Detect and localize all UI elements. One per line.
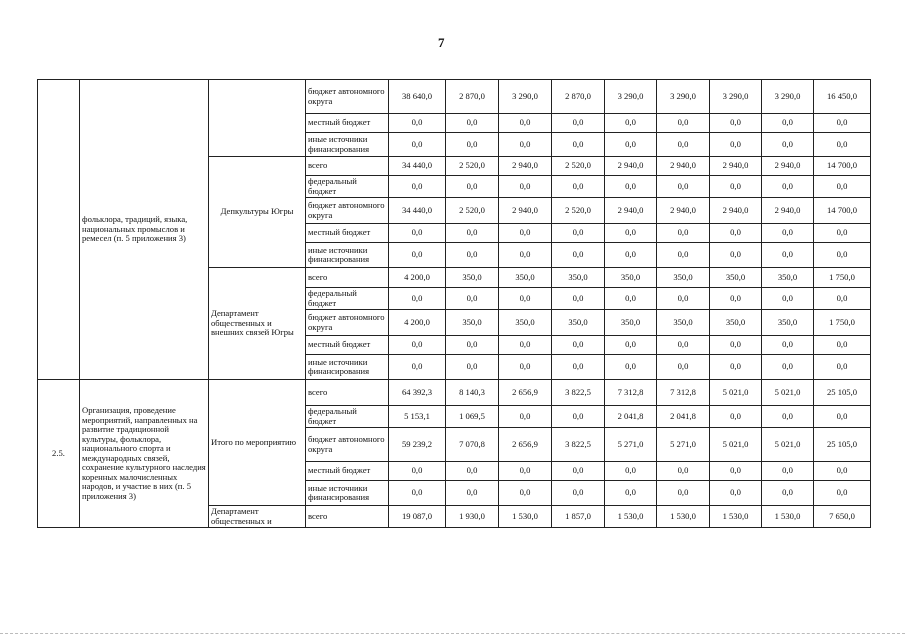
amount-cell: 2 940,0	[657, 157, 710, 176]
amount-cell: 2 940,0	[657, 198, 710, 224]
page-number: 7	[438, 35, 445, 50]
amount-cell: 14 700,0	[814, 157, 871, 176]
amount-cell: 4 200,0	[389, 310, 446, 336]
amount-cell: 0,0	[710, 224, 762, 243]
funding-source-cell: федеральный бюджет	[306, 406, 389, 428]
scan-artifact-line	[0, 633, 905, 635]
amount-cell: 7 650,0	[814, 506, 871, 528]
amount-cell: 0,0	[552, 462, 605, 481]
amount-cell: 0,0	[657, 355, 710, 380]
amount-cell: 0,0	[814, 288, 871, 310]
executor-depkultury: Депкультуры Югры	[209, 157, 306, 268]
amount-cell: 25 105,0	[814, 380, 871, 406]
executor-dep-public-partial: Департамент общественных и	[209, 506, 306, 528]
amount-cell: 0,0	[499, 133, 552, 157]
amount-cell: 2 940,0	[710, 157, 762, 176]
amount-cell: 350,0	[552, 268, 605, 288]
amount-cell: 25 105,0	[814, 428, 871, 462]
amount-cell: 0,0	[446, 481, 499, 506]
amount-cell: 59 239,2	[389, 428, 446, 462]
amount-cell: 0,0	[814, 176, 871, 198]
amount-cell: 0,0	[762, 355, 814, 380]
amount-cell: 0,0	[762, 406, 814, 428]
amount-cell: 0,0	[446, 176, 499, 198]
amount-cell: 0,0	[710, 243, 762, 268]
amount-cell: 350,0	[446, 310, 499, 336]
amount-cell: 7 312,8	[657, 380, 710, 406]
amount-cell: 0,0	[657, 481, 710, 506]
funding-source-cell: всего	[306, 380, 389, 406]
amount-cell: 0,0	[657, 176, 710, 198]
funding-source-cell: бюджет автономного округа	[306, 80, 389, 114]
funding-source-cell: местный бюджет	[306, 336, 389, 355]
amount-cell: 0,0	[762, 462, 814, 481]
amount-cell: 2 656,9	[499, 380, 552, 406]
amount-cell: 5 021,0	[762, 428, 814, 462]
executor-dep-public: Департамент общественных и внешних связей Югры	[209, 268, 306, 380]
funding-source-cell: иные источники финансирования	[306, 243, 389, 268]
amount-cell: 5 021,0	[710, 380, 762, 406]
amount-cell: 2 041,8	[657, 406, 710, 428]
amount-cell: 0,0	[499, 224, 552, 243]
amount-cell: 1 930,0	[446, 506, 499, 528]
amount-cell: 0,0	[389, 462, 446, 481]
amount-cell: 0,0	[814, 243, 871, 268]
task-name-cell: Организация, проведение мероприятий, направленных на развитие традиционной культуры, фольклора, национального спорта и международных связей, сохранение культурного наследия коренных малочисленных народов, и участие в них (п. 5 приложения 3)	[80, 380, 209, 528]
amount-cell: 3 290,0	[657, 80, 710, 114]
amount-cell: 0,0	[814, 481, 871, 506]
amount-cell: 0,0	[446, 224, 499, 243]
amount-cell: 38 640,0	[389, 80, 446, 114]
amount-cell: 0,0	[814, 224, 871, 243]
amount-cell: 0,0	[605, 114, 657, 133]
amount-cell: 2 940,0	[762, 198, 814, 224]
amount-cell: 2 520,0	[552, 198, 605, 224]
task-name-cell: фольклора, традиций, языка, национальных промыслов и ремесел (п. 5 приложения 3)	[80, 80, 209, 380]
amount-cell: 0,0	[499, 114, 552, 133]
amount-cell: 3 290,0	[710, 80, 762, 114]
funding-source-cell: иные источники финансирования	[306, 133, 389, 157]
amount-cell: 350,0	[710, 268, 762, 288]
funding-source-cell: местный бюджет	[306, 114, 389, 133]
amount-cell: 0,0	[710, 355, 762, 380]
amount-cell: 2 940,0	[762, 157, 814, 176]
item-number: 2.5.	[38, 380, 80, 528]
amount-cell: 2 870,0	[552, 80, 605, 114]
amount-cell: 16 450,0	[814, 80, 871, 114]
amount-cell: 350,0	[446, 268, 499, 288]
amount-cell: 0,0	[657, 114, 710, 133]
amount-cell: 0,0	[446, 114, 499, 133]
amount-cell: 0,0	[389, 355, 446, 380]
funding-source-cell: иные источники финансирования	[306, 355, 389, 380]
amount-cell: 64 392,3	[389, 380, 446, 406]
amount-cell: 8 140,3	[446, 380, 499, 406]
amount-cell: 0,0	[552, 288, 605, 310]
amount-cell: 0,0	[710, 133, 762, 157]
amount-cell: 0,0	[605, 481, 657, 506]
amount-cell: 0,0	[446, 336, 499, 355]
amount-cell: 1 750,0	[814, 310, 871, 336]
amount-cell: 0,0	[552, 133, 605, 157]
amount-cell: 0,0	[605, 224, 657, 243]
amount-cell: 1 530,0	[499, 506, 552, 528]
amount-cell: 0,0	[499, 406, 552, 428]
amount-cell: 7 070,8	[446, 428, 499, 462]
funding-source-cell: федеральный бюджет	[306, 288, 389, 310]
funding-source-cell: местный бюджет	[306, 224, 389, 243]
amount-cell: 0,0	[552, 224, 605, 243]
amount-cell: 0,0	[389, 176, 446, 198]
funding-source-cell: федеральный бюджет	[306, 176, 389, 198]
amount-cell: 2 656,9	[499, 428, 552, 462]
amount-cell: 7 312,8	[605, 380, 657, 406]
amount-cell: 0,0	[499, 176, 552, 198]
amount-cell: 2 940,0	[605, 198, 657, 224]
amount-cell: 2 940,0	[605, 157, 657, 176]
amount-cell: 350,0	[552, 310, 605, 336]
amount-cell: 3 822,5	[552, 428, 605, 462]
amount-cell: 0,0	[710, 336, 762, 355]
amount-cell: 0,0	[446, 288, 499, 310]
amount-cell: 5 021,0	[762, 380, 814, 406]
amount-cell: 1 857,0	[552, 506, 605, 528]
amount-cell: 0,0	[552, 481, 605, 506]
amount-cell: 0,0	[499, 481, 552, 506]
amount-cell: 350,0	[710, 310, 762, 336]
amount-cell: 0,0	[605, 133, 657, 157]
amount-cell: 0,0	[552, 176, 605, 198]
amount-cell: 0,0	[389, 133, 446, 157]
table-row	[38, 80, 871, 114]
amount-cell: 0,0	[499, 336, 552, 355]
amount-cell: 1 069,5	[446, 406, 499, 428]
amount-cell: 0,0	[762, 176, 814, 198]
amount-cell: 0,0	[814, 462, 871, 481]
amount-cell: 0,0	[605, 176, 657, 198]
funding-source-cell: бюджет автономного округа	[306, 310, 389, 336]
amount-cell: 0,0	[762, 243, 814, 268]
executor-total: Итого по мероприятию	[209, 380, 306, 506]
amount-cell: 19 087,0	[389, 506, 446, 528]
item-number-cell	[38, 80, 80, 380]
amount-cell: 0,0	[657, 336, 710, 355]
amount-cell: 0,0	[552, 336, 605, 355]
funding-source-cell: всего	[306, 268, 389, 288]
amount-cell: 350,0	[605, 310, 657, 336]
amount-cell: 0,0	[552, 355, 605, 380]
funding-source-cell: иные источники финансирования	[306, 481, 389, 506]
amount-cell: 350,0	[762, 268, 814, 288]
amount-cell: 0,0	[446, 133, 499, 157]
amount-cell: 0,0	[762, 288, 814, 310]
amount-cell: 0,0	[710, 288, 762, 310]
amount-cell: 350,0	[762, 310, 814, 336]
amount-cell: 3 290,0	[499, 80, 552, 114]
amount-cell: 2 870,0	[446, 80, 499, 114]
amount-cell: 0,0	[762, 114, 814, 133]
amount-cell: 1 750,0	[814, 268, 871, 288]
amount-cell: 0,0	[657, 288, 710, 310]
funding-source-cell: всего	[306, 506, 389, 528]
amount-cell: 0,0	[552, 243, 605, 268]
amount-cell: 350,0	[657, 310, 710, 336]
amount-cell: 0,0	[389, 336, 446, 355]
amount-cell: 34 440,0	[389, 157, 446, 176]
amount-cell: 350,0	[657, 268, 710, 288]
budget-table	[37, 79, 871, 528]
amount-cell: 5 153,1	[389, 406, 446, 428]
amount-cell: 1 530,0	[605, 506, 657, 528]
amount-cell: 350,0	[605, 268, 657, 288]
amount-cell: 0,0	[657, 133, 710, 157]
amount-cell: 1 530,0	[710, 506, 762, 528]
amount-cell: 0,0	[605, 243, 657, 268]
amount-cell: 0,0	[499, 462, 552, 481]
amount-cell: 0,0	[814, 336, 871, 355]
amount-cell: 0,0	[710, 462, 762, 481]
funding-source-cell: всего	[306, 157, 389, 176]
amount-cell: 0,0	[446, 355, 499, 380]
amount-cell: 350,0	[499, 268, 552, 288]
amount-cell: 4 200,0	[389, 268, 446, 288]
amount-cell: 2 520,0	[552, 157, 605, 176]
amount-cell: 0,0	[605, 462, 657, 481]
amount-cell: 0,0	[605, 336, 657, 355]
amount-cell: 34 440,0	[389, 198, 446, 224]
amount-cell: 5 271,0	[605, 428, 657, 462]
amount-cell: 0,0	[389, 224, 446, 243]
amount-cell: 0,0	[710, 481, 762, 506]
amount-cell: 0,0	[657, 462, 710, 481]
amount-cell: 0,0	[657, 224, 710, 243]
amount-cell: 2 041,8	[605, 406, 657, 428]
amount-cell: 0,0	[762, 336, 814, 355]
amount-cell: 0,0	[552, 406, 605, 428]
amount-cell: 0,0	[389, 481, 446, 506]
funding-source-cell: бюджет автономного округа	[306, 428, 389, 462]
amount-cell: 0,0	[762, 481, 814, 506]
funding-source-cell: местный бюджет	[306, 462, 389, 481]
amount-cell: 3 290,0	[605, 80, 657, 114]
amount-cell: 1 530,0	[762, 506, 814, 528]
amount-cell: 2 940,0	[710, 198, 762, 224]
amount-cell: 0,0	[762, 133, 814, 157]
amount-cell: 0,0	[605, 355, 657, 380]
amount-cell: 1 530,0	[657, 506, 710, 528]
amount-cell: 0,0	[657, 243, 710, 268]
amount-cell: 3 822,5	[552, 380, 605, 406]
amount-cell: 0,0	[446, 243, 499, 268]
amount-cell: 2 940,0	[499, 157, 552, 176]
amount-cell: 0,0	[499, 288, 552, 310]
amount-cell: 0,0	[389, 288, 446, 310]
amount-cell: 5 021,0	[710, 428, 762, 462]
amount-cell: 2 520,0	[446, 198, 499, 224]
table-row	[38, 380, 871, 406]
amount-cell: 350,0	[499, 310, 552, 336]
amount-cell: 0,0	[814, 406, 871, 428]
executor-cell	[209, 80, 306, 157]
amount-cell: 0,0	[389, 114, 446, 133]
amount-cell: 0,0	[814, 114, 871, 133]
amount-cell: 0,0	[499, 355, 552, 380]
amount-cell: 0,0	[389, 243, 446, 268]
amount-cell: 2 520,0	[446, 157, 499, 176]
amount-cell: 0,0	[552, 114, 605, 133]
amount-cell: 0,0	[605, 288, 657, 310]
amount-cell: 0,0	[710, 176, 762, 198]
amount-cell: 0,0	[814, 355, 871, 380]
amount-cell: 5 271,0	[657, 428, 710, 462]
amount-cell: 0,0	[499, 243, 552, 268]
amount-cell: 0,0	[710, 114, 762, 133]
amount-cell: 0,0	[762, 224, 814, 243]
funding-source-cell: бюджет автономного округа	[306, 198, 389, 224]
amount-cell: 3 290,0	[762, 80, 814, 114]
amount-cell: 0,0	[814, 133, 871, 157]
amount-cell: 0,0	[710, 406, 762, 428]
amount-cell: 14 700,0	[814, 198, 871, 224]
amount-cell: 2 940,0	[499, 198, 552, 224]
amount-cell: 0,0	[446, 462, 499, 481]
